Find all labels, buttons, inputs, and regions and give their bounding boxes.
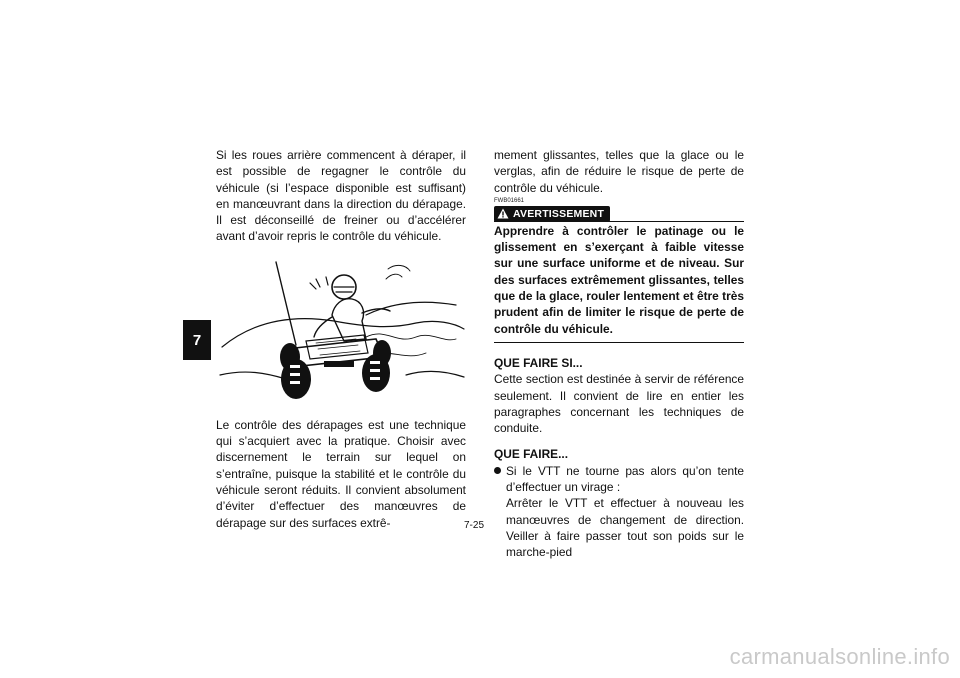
section-heading-que-faire-si: QUE FAIRE SI... [494,355,583,370]
section-intro-paragraph: Cette section est destinée à servir de référence seulement. Il convient de lire en entier les paragraphes concernant les techniques de conduite. [494,372,744,436]
warning-label-text: AVERTISSEMENT [513,207,605,220]
chapter-tab: 7 [183,320,211,360]
warning-code: FWB01661 [494,197,525,204]
bullet-question: Si le VTT ne tourne pas alors qu’on tente d’effectuer un virage : [506,463,744,495]
warning-header [494,206,744,223]
atv-skid-illustration [216,257,466,407]
left-column [216,147,466,531]
right-paragraph-continued: mement glissantes, telles que la glace ou le verglas, afin de réduire le risque de perte de contrôle du véhicule. [494,148,744,195]
bullet-item [494,463,744,561]
left-paragraph-1: Si les roues arrière commencent à déraper, il est possible de regagner le contrôle du véhicule (si l’espace disponible est suffisant) en manœuvrant dans la direction du dérapage. Il est déconseillé de freiner ou d’accélérer avant d’avoir repris le contrôle du véhicule. [216,148,466,244]
page-number: 7-25 [464,520,485,531]
warning-end-rule [494,337,744,343]
bullet-answer: Arrêter le VTT et effectuer à nouveau les manœuvres de changement de direction. Veiller à faire passer tout son poids sur le marche-pied [506,496,744,560]
warning-triangle-icon [497,208,509,219]
warning-text: Apprendre à contrôler le patinage ou le glissement en s’exerçant à faible vitesse sur une surface uniforme et de niveau. Sur des surfaces extrêmement glissantes, telles que de la glace, rouler lentement et être très prudent afin de limiter le risque de perte de contrôle du véhicule. [494,223,744,336]
section-heading-que-faire: QUE FAIRE... [494,447,568,462]
right-column [494,147,744,561]
left-paragraph-2: Le contrôle des dérapages est une technique qui s’acquiert avec la pratique. Choisir avec discernement le terrain sur lequel on s’entraîne, puisque la stabilité et le contrôle du véhicule seront réduits. Il convient absolument d’éviter d’effectuer des manœuvres de dérapage sur des surfaces extrê- [216,417,466,530]
bullet-dot-icon [494,467,501,474]
watermark: carmanualsonline.info [729,644,950,669]
warning-label-box [494,206,610,222]
